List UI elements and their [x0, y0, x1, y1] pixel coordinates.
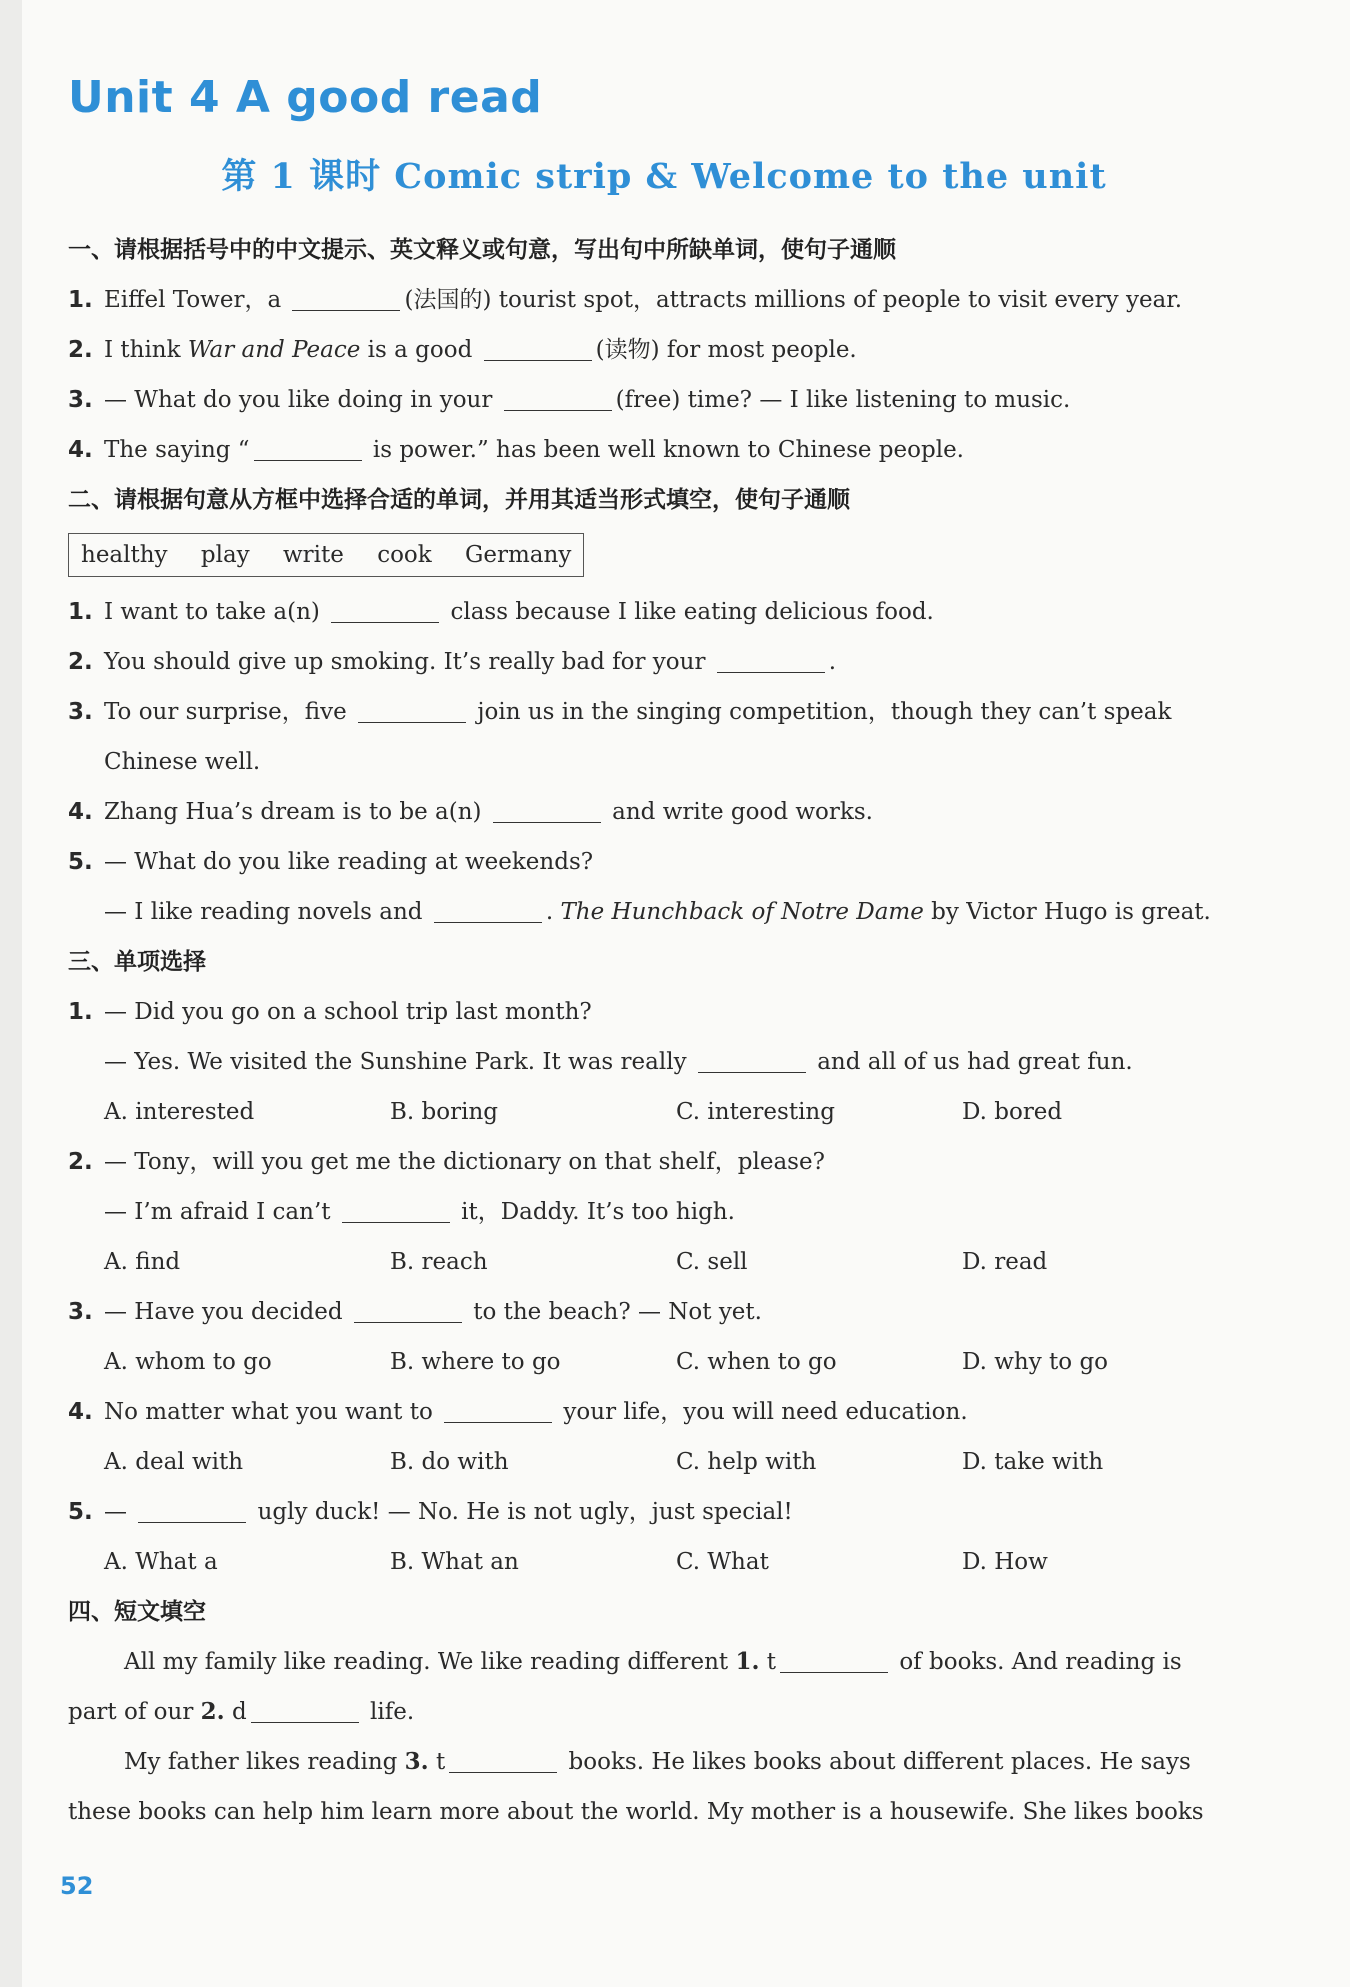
answer-blank[interactable]	[331, 599, 439, 623]
answer-blank[interactable]	[254, 437, 362, 461]
answer-blank[interactable]	[358, 699, 466, 723]
sec3-q2-options	[68, 1237, 1260, 1287]
option-a[interactable]: A. interested	[104, 1099, 255, 1125]
answer-blank[interactable]	[449, 1749, 557, 1773]
unit-title: Unit 4 A good read	[68, 72, 543, 123]
sec2-item-4: 4. Zhang Hua’s dream is to be a(n) and write good works.	[68, 799, 873, 825]
sec3-q5: 5. — ugly duck! — No. He is not ugly，just special!	[68, 1499, 793, 1525]
option-b[interactable]: B. where to go	[390, 1349, 561, 1375]
sec2-item-5: 5. — What do you like reading at weekends?	[68, 849, 594, 875]
sec2-item-3: 3. To our surprise，five join us in the singing competition，though they can’t speak	[68, 699, 1172, 725]
sec3-q4-options	[68, 1437, 1260, 1487]
sec2-item-3-cont: Chinese well.	[104, 749, 261, 775]
sec1-item-1: 1. Eiffel Tower，a (法国的) tourist spot，attracts millions of people to visit every year.	[68, 287, 1183, 313]
answer-blank[interactable]	[251, 1699, 359, 1723]
sec3-q4: 4. No matter what you want to your life，you will need education.	[68, 1399, 968, 1425]
option-c[interactable]: C. What	[676, 1549, 769, 1575]
answer-blank[interactable]	[292, 287, 400, 311]
sec1-item-2: 2. I think War and Peace is a good (读物) for most people.	[68, 337, 857, 363]
answer-blank[interactable]	[342, 1199, 450, 1223]
option-b[interactable]: B. do with	[390, 1449, 509, 1475]
answer-blank[interactable]	[434, 899, 542, 923]
option-a[interactable]: A. whom to go	[104, 1349, 272, 1375]
sec3-q2: 2. — Tony，will you get me the dictionary on that shelf，please?	[68, 1149, 825, 1175]
option-c[interactable]: C. sell	[676, 1249, 748, 1275]
word-option: write	[282, 542, 344, 568]
page-number: 52	[60, 1872, 94, 1900]
passage-line: All my family like reading. We like reading different 1. t of books. And reading is	[124, 1648, 1182, 1675]
answer-blank[interactable]	[444, 1399, 552, 1423]
option-d[interactable]: D. How	[962, 1549, 1048, 1575]
lesson-title: 第 1 课时 Comic strip & Welcome to the unit	[221, 156, 1107, 197]
option-b[interactable]: B. reach	[390, 1249, 488, 1275]
answer-blank[interactable]	[484, 337, 592, 361]
word-option: Germany	[465, 542, 572, 568]
word-box	[68, 533, 584, 577]
option-c[interactable]: C. when to go	[676, 1349, 837, 1375]
answer-blank[interactable]	[354, 1299, 462, 1323]
answer-blank[interactable]	[504, 387, 612, 411]
section-4-title: 四、短文填空	[68, 1599, 206, 1625]
word-option: play	[200, 542, 250, 568]
answer-blank[interactable]	[717, 649, 825, 673]
option-d[interactable]: D. bored	[962, 1099, 1063, 1125]
option-a[interactable]: A. deal with	[104, 1449, 244, 1475]
sec3-q3-options	[68, 1337, 1260, 1387]
sec3-q2-reply: — I’m afraid I can’t it，Daddy. It’s too high.	[104, 1199, 735, 1225]
section-2-title: 二、请根据句意从方框中选择合适的单词，并用其适当形式填空，使句子通顺	[68, 487, 850, 513]
option-b[interactable]: B. boring	[390, 1099, 498, 1125]
sec2-item-5-cont: — I like reading novels and . The Hunchback of Notre Dame by Victor Hugo is great.	[104, 899, 1211, 925]
option-a[interactable]: A. find	[104, 1249, 181, 1275]
cloze-passage	[68, 1637, 1260, 1837]
sec1-item-3: 3. — What do you like doing in your (free) time? — I like listening to music.	[68, 387, 1071, 413]
sec3-q3: 3. — Have you decided to the beach? — Not yet.	[68, 1299, 762, 1325]
answer-blank[interactable]	[493, 799, 601, 823]
passage-line: part of our 2. d life.	[68, 1698, 415, 1725]
passage-line: My father likes reading 3. t books. He likes books about different places. He says	[124, 1748, 1191, 1775]
sec1-item-4: 4. The saying “ is power.” has been well known to Chinese people.	[68, 437, 964, 463]
word-option: healthy	[81, 542, 168, 568]
option-c[interactable]: C. interesting	[676, 1099, 835, 1125]
option-d[interactable]: D. why to go	[962, 1349, 1109, 1375]
option-d[interactable]: D. read	[962, 1249, 1048, 1275]
option-c[interactable]: C. help with	[676, 1449, 817, 1475]
option-b[interactable]: B. What an	[390, 1549, 519, 1575]
answer-blank[interactable]	[780, 1649, 888, 1673]
word-option: cook	[377, 542, 432, 568]
sec3-q1: 1. — Did you go on a school trip last month?	[68, 999, 592, 1025]
passage-line: these books can help him learn more about the world. My mother is a housewife. She likes books	[68, 1799, 1204, 1825]
sec3-q1-reply: — Yes. We visited the Sunshine Park. It was really and all of us had great fun.	[104, 1049, 1133, 1075]
answer-blank[interactable]	[698, 1049, 806, 1073]
sec3-q5-options	[68, 1537, 1260, 1587]
sec2-item-1: 1. I want to take a(n) class because I like eating delicious food.	[68, 599, 934, 625]
sec2-item-2: 2. You should give up smoking. It’s really bad for your .	[68, 649, 837, 675]
sec3-q1-options	[68, 1087, 1260, 1137]
option-a[interactable]: A. What a	[104, 1549, 218, 1575]
answer-blank[interactable]	[138, 1499, 246, 1523]
page-edge-shadow	[0, 0, 22, 1987]
option-d[interactable]: D. take with	[962, 1449, 1104, 1475]
section-3-title: 三、单项选择	[68, 949, 206, 975]
section-1-title: 一、请根据括号中的中文提示、英文释义或句意，写出句中所缺单词，使句子通顺	[68, 237, 896, 263]
